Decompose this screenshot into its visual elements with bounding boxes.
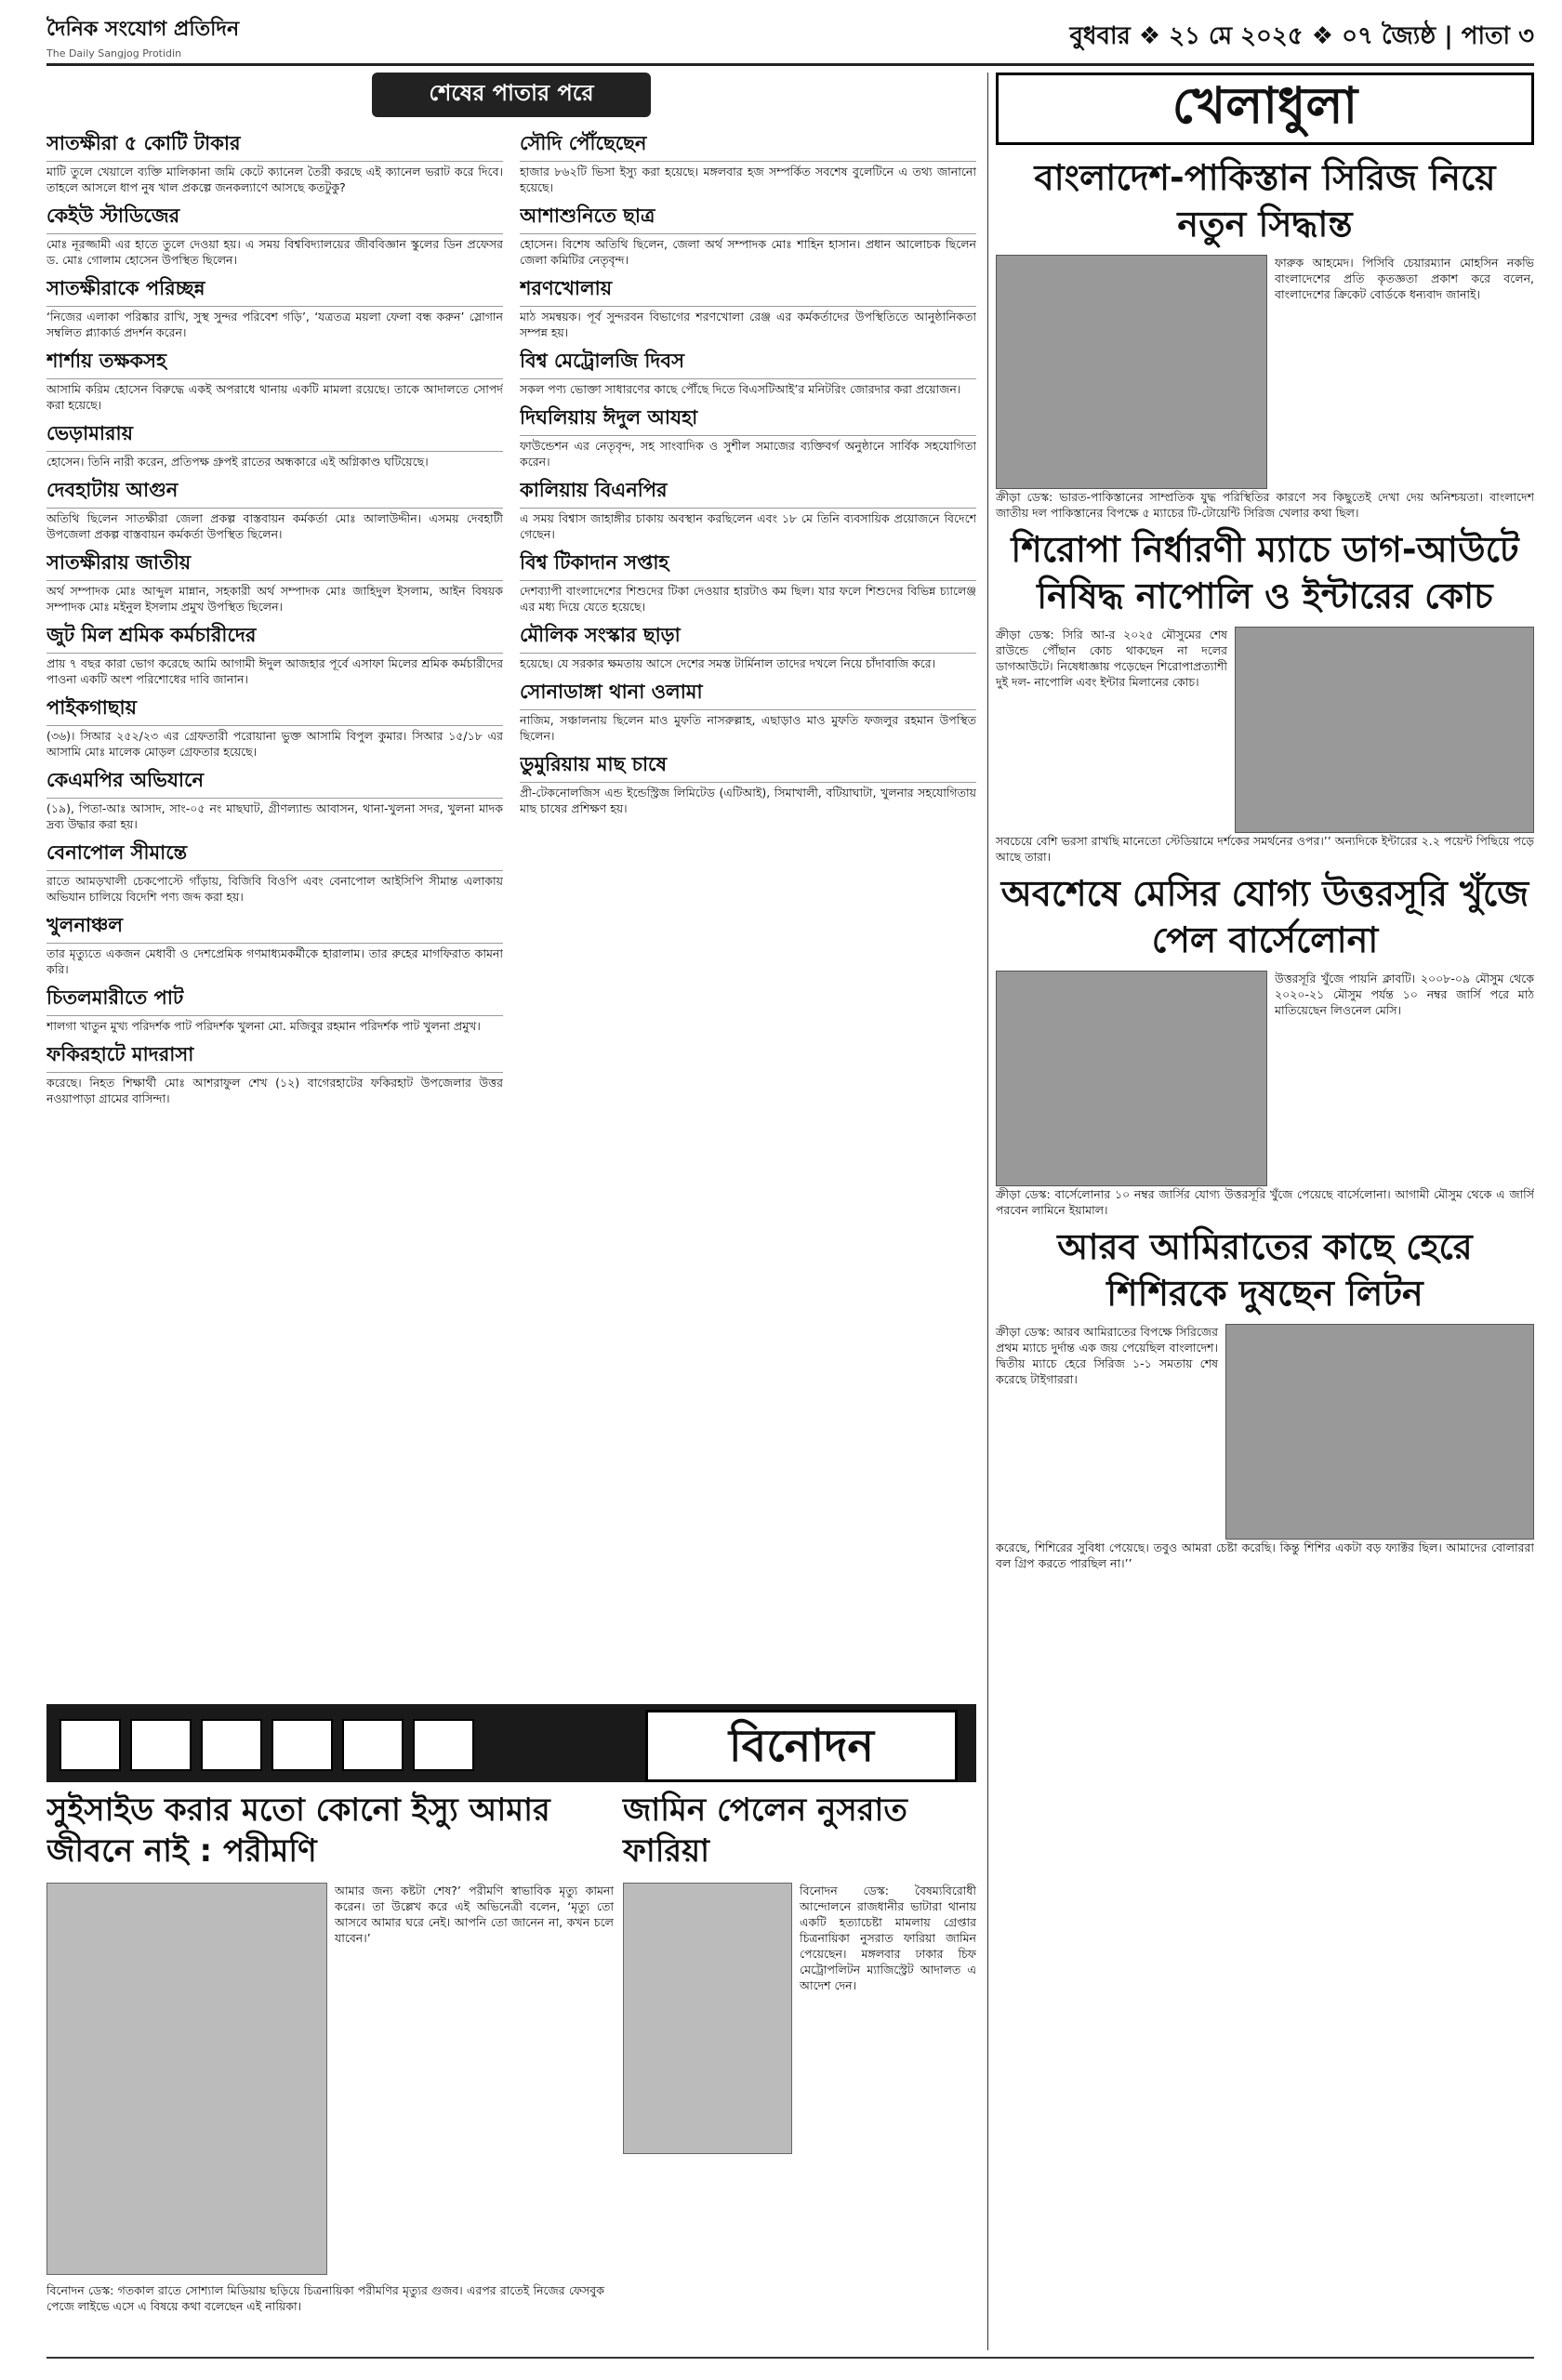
headline-porimoni: সুইসাইড করার মতো কোনো ইস্যু আমার জীবনে নাই : পরীমণি xyxy=(46,1792,550,1870)
news-headline: আশাশুনিতে ছাত্র xyxy=(520,201,976,234)
logo xyxy=(46,13,270,58)
news-body: অতিথি ছিলেন সাতক্ষীরা জেলা প্রকল্প বাস্তবায়ন কর্মকর্তা মোঃ আলাউদ্দীন। এসময় দেবহাটী উপজেলা প্রকল্প বাস্তবায়ন কর্মকর্তা উপস্থিত ছিলেন। xyxy=(46,511,503,541)
headline-ban-pak: বাংলাদেশ-পাকিস্তান সিরিজ নিয়ে নতুন সিদ্ধান্ত xyxy=(1034,157,1496,245)
news-headline: খুলনাঞ্চল xyxy=(46,910,503,944)
headline-napoli-inter: শিরোপা নির্ধারণী ম্যাচে ডাগ-আউটে নিষিদ্ধ নাপোলি ও ইন্টারের কোচ xyxy=(1011,529,1519,616)
news-headline: পাইকগাছায় xyxy=(46,693,503,726)
page-footer-rule xyxy=(46,2357,1534,2362)
news-body: রাতে আমড়খালী চেকপোস্টে গাঁড়ায়, বিজিবি বিওপি এবং বেনাপোল আইসিপি সীমান্ত এলাকায় অভিযান চালিয়ে বিদেশি পণ্য জব্দ করা হয়। xyxy=(46,874,503,904)
news-headline: শার্শায় তক্ষকসহ xyxy=(46,346,503,379)
news-headline: কেইউ স্টাডিজের xyxy=(46,201,503,234)
section-banner: শেষের পাতার পরে xyxy=(372,73,651,117)
headline-liton: আরব আমিরাতের কাছে হেরে শিশিরকে দুষছেন লিটন xyxy=(1057,1226,1473,1314)
news-headline: সৌদি পৌঁছেছেন xyxy=(520,128,976,162)
uae-match-photo xyxy=(1225,1324,1534,1540)
news-column-1 xyxy=(46,123,503,1110)
news-body: দেশব্যাপী বাংলাদেশের শিশুদের টিকা দেওয়ার হারটাও কম ছিল। যার ফলে শিশুদের বিভিন্ন চ্যালেঞ্জ এর মধ্য দিয়ে যেতে হয়েছে। xyxy=(520,584,976,614)
porimoni-intro: বিনোদন ডেস্ক: গতকাল রাতে সোশ্যাল মিডিয়ায় ছড়িয়ে চিত্রনায়িকা পরীমণির মৃত্যুর গুজব। এরপর রাতেই নিজের ফেসবুক পেজে লাইভে এসে এ বিষয়ে কথা বলেছেন এই নায়িকা। xyxy=(46,2283,604,2313)
news-body: প্রী-টেকনোলজিস এন্ড ইন্ডেস্ট্রিজ লিমিটেড (এটিআই), সিমাখালী, বটিয়াঘাটা, খুলনার সহযোগিতায় মাছ চাষের প্রশিক্ষণ হয়। xyxy=(520,786,976,815)
news-body: মাঠ সমন্বয়ক। পূর্ব সুন্দরবন বিভাগের শরণখোলা রেঞ্জ এর কর্মকর্তাদের উপস্থিতিতে আনুষ্ঠানিকতা সম্পন্ন হয়। xyxy=(520,310,976,339)
news-headline: ভেড়ামারায় xyxy=(46,418,503,452)
news-headline: বেনাপোল সীমান্তে xyxy=(46,838,503,871)
porimoni-photo xyxy=(46,1883,327,2275)
nusrat-text: বিনোদন ডেস্ক: বৈষম্যবিরোধী আন্দোলনে রাজধানীর ভাটারা থানায় একটি হত্যাচেষ্টা মামলায় গ্রেপ্তার চিত্রনায়িকা নুসরাত ফারিয়া জামিন পেয়েছেন। মঙ্গলবার ঢাকার চিফ মেট্রোপলিটন ম্যাজিস্ট্রেট আদালত এ আদেশ দেন। xyxy=(800,1884,976,1992)
sports-title: খেলাধুলা xyxy=(996,73,1534,145)
news-body: শালগা খাতুন মুখ্য পরিদর্শক পাট পরিদর্শক খুলনা মো. মজিবুর রহমান পরিদর্শক পাট খুলনা প্রমুখ। xyxy=(46,1019,481,1033)
news-headline: জুট মিল শ্রমিক কর্মচারীদের xyxy=(46,620,503,654)
news-body: নাজিম, সঞ্চালনায় ছিলেন মাও মুফতি নাসরুল্লাহ, এছাড়াও মাও মুফতি ফজলুর রহমান উপস্থিত ছিলেন। xyxy=(520,713,976,743)
barcelona-photo xyxy=(996,971,1267,1186)
news-headline: ডুমুরিয়ায় মাছ চাষে xyxy=(520,749,976,783)
news-body: (৩৬)। সিআর ২৫২/২৩ এর গ্রেফতারী পরোয়ানা ভুক্ত আসামি বিপুল কুমার। সিআর ১৫/১৮ এর আসামি মোঃ মালেক মোড়ল গ্রেফতার হয়েছে। xyxy=(46,729,503,759)
news-body: প্রায় ৭ বছর কারা ভোগ করেছে আমি আগামী ঈদুল আজহার পূর্বে এসাফা মিলের শ্রমিক কর্মচারীদের পাওনা একটি অংশ পরিশোধের দাবি জানান। xyxy=(46,656,503,686)
paper-name: দৈনিক সংযোগ প্রতিদিন xyxy=(46,17,240,41)
news-headline: দিঘলিয়ায় ঈদুল আযহা xyxy=(520,403,976,436)
continued-news xyxy=(46,73,976,1695)
news-headline: দেবহাটায় আগুন xyxy=(46,475,503,509)
news-body: ফাউন্ডেশন এর নেতৃবৃন্দ, সহ সাংবাদিক ও সুশীল সমাজের ব্যক্তিবর্গ অনুষ্ঠানে সার্বিক সহযোগিতা করেন। xyxy=(520,439,976,469)
napoli-inter-body: সবচেয়ে বেশি ভরসা রাখছি মানেতো স্টেডিয়ামে দর্শকের সমর্থনের ওপর।’’ অন্যদিকে ইন্টারের ২.২ পয়েন্ট পিছিয়ে পড়ে আছে তারা। xyxy=(996,834,1534,864)
news-headline: কালিয়ায় বিএনপির xyxy=(520,475,976,509)
news-body: (১৯), পিতা-আঃ আসাদ, সাং-০৫ নং মাছঘাট, গ্রীণল্যান্ড আবাসন, থানা-খুলনা সদর, খুলনা মাদক দ্রব্য উদ্ধার করা হয়। xyxy=(46,801,503,831)
news-body: মোঃ নূরজ্জামী এর হাতে তুলে দেওয়া হয়। এ সময় বিশ্ববিদ্যালয়ের জীববিজ্ঞান স্কুলের ডিন প্রফেসর ড. মোঃ গোলাম হোসেন উপস্থিত ছিলেন। xyxy=(46,237,503,267)
cricket-photo xyxy=(996,255,1267,489)
news-body: হোসেন। তিনি নারী করেন, প্রতিপক্ষ গ্রুপই রাতের অন্ধকারে এই অগ্নিকাণ্ড ঘটিয়েছে। xyxy=(46,455,429,469)
news-column-2 xyxy=(520,123,976,1110)
news-body: সকল পণ্য ভোক্তা সাধারণের কাছে পৌঁছে দিতে বিএসটিআই’র মনিটরিং জোরদার করা প্রয়োজন। xyxy=(520,382,961,396)
news-headline: ফকিরহাটে মাদরাসা xyxy=(46,1039,503,1073)
news-body: মাটি তুলে খেয়ালে ব্যক্তি মালিকানা জমি কেটে ক্যানেল তৈরী করছে এই ক্যানেল ভরাট করে দিবে। তাহলে আসলে ধাপ নুষ খাল প্রকল্পে জনকল্যাণে আসছে কতটুকু? xyxy=(46,165,503,194)
barcelona-body: ক্রীড়া ডেস্ক: বার্সেলোনার ১০ নম্বর জার্সির যোগ্য উত্তরসূরি খুঁজে পেয়েছে বার্সেলোনা। আগামী মৌসুম থেকে এ জার্সি পরবেন লামিনে ইয়ামাল। xyxy=(996,1187,1534,1217)
paper-tagline: The Daily Sangjog Protidin xyxy=(46,47,182,60)
entertainment-section xyxy=(46,1790,976,2347)
sports-section: খেলাধুলা বাংলাদেশ-পাকিস্তান সিরিজ নিয়ে নতুন সিদ্ধান্ত ফারুক আহমেদ। পিসিবি চেয়ারম্যান মোহসিন নকভি বাংলাদেশের প্রতি কৃতজ্ঞতা প্রকাশ করে বলেন, বাংলাদেশের ক্রিকেট বোর্ডকে ধন্যবাদ জানাই। ক্রীড়া ডেস্ক: ভারত-পাকিস্তানের সাম্প্রতিক যুদ্ধ পরিস্থিতির কারণে সব কিছুতেই দেখা দেয় অনিশ্চয়তা। বাংলাদেশ জাতীয় দল পাকিস্তানের বিপক্ষে ৫ ম্যাচের টি-টোয়েন্টি সিরিজ খেলার কথা ছিল। শিরোপা নির্ধারণী ম্যাচে ডাগ-আউটে নিষিদ্ধ নাপোলি ও ইন্টারের কোচ ক্রীড়া ডেস্ক: সিরি আ-র ২০২৫ মৌসুমের শেষ রাউন্ডে পৌঁছান কোচ থাকছেন না দলের ডাগআউটে। নিষেধাজ্ঞায় পড়েছেন শিরোপাপ্রত্যাশী দুই দল- নাপোলি এবং ইন্টার মিলানের কোচ। সবচেয়ে বেশি ভরসা রাখছি মানেতো স্টেডিয়ামে দর্শকের সমর্থনের ওপর।’’ অন্যদিকে ইন্টারের ২.২ পয়েন্ট পিছিয়ে পড়ে আছে তারা। অবশেষে মেসির যোগ্য উত্তরসূরি খুঁজে পেল বার্সেলোনা উত্তরসূরি খুঁজে পায়নি ক্লাবটি। ২০০৮-০৯ মৌসুম থেকে ২০২০-২১ মৌসুম পর্যন্ত ১০ নম্বর জার্সি পরে মাঠ মাতিয়েছেন লিওনেল মেসি। ক্রীড়া ডেস্ক: বার্সেলোনার ১০ নম্বর জার্সির যোগ্য উত্তরসূরি খুঁজে পেয়েছে বার্সেলোনা। আগামী মৌসুম থেকে এ জার্সি পরবেন লামিনে ইয়ামাল। আরব আমিরাতের কাছে হেরে শিশিরকে দুষছেন লিটন ক্রীড়া ডেস্ক: আরব আমিরাতের বিপক্ষে সিরিজের প্রথম ম্যাচে দুর্দান্ত এক জয় পেয়েছিল বাংলাদেশ। দ্বিতীয় ম্যাচে হেরে সিরিজ ১-১ সমতায় শেষ করেছে টাইগাররা। করেছে, শিশিরের সুবিধা পেয়েছে। তবুও আমরা চেষ্টা করেছি। কিন্তু শিশির একটা বড় ফ্যাক্টর ছিল। আমাদের বোলাররা বল গ্রিপ করতে পারছিল না।’’ xyxy=(987,73,1534,2350)
news-body: হাজার ৮৬২টি ভিসা ইস্যু করা হয়েছে। মঙ্গলবার হজ সম্পর্কিত সবশেষ বুলেটিনে এ তথ্য জানানো হয়েছে। xyxy=(520,165,976,194)
nusrat-photo xyxy=(623,1883,792,2154)
news-body: এ সময় বিশ্বাস জাহাঙ্গীর চাকায় অবস্থান করছিলেন এবং ১৮ মে তিনি ব্যবসায়িক প্রয়োজনে বিদেশে গেছেন। xyxy=(520,511,976,541)
news-body: অর্থ সম্পাদক মোঃ আব্দুল মান্নান, সহকারী অর্থ সম্পাদক মোঃ জাহিদুল ইসলাম, আইন বিষয়ক সম্পাদক মোঃ মইনুল ইসলাম প্রমুখ উপস্থিত ছিলেন। xyxy=(46,584,503,614)
news-headline: কেএমপির অভিযানে xyxy=(46,765,503,799)
news-body: তার মৃত্যুতে একজন মেধাবী ও দেশপ্রেমিক গণমাধ্যমকর্মীকে হারালাম। তার রুহের মাগফিরাত কামনা করি। xyxy=(46,946,503,976)
headline-nusrat: জামিন পেলেন নুসরাত ফারিয়া xyxy=(623,1792,907,1870)
news-headline: চিতলমারীতে পাট xyxy=(46,983,503,1016)
liton-body: করেছে, শিশিরের সুবিধা পেয়েছে। তবুও আমরা চেষ্টা করেছি। কিন্তু শিশির একটা বড় ফ্যাক্টর ছিল। আমাদের বোলাররা বল গ্রিপ করতে পারছিল না।’’ xyxy=(996,1540,1534,1570)
masthead xyxy=(46,9,1534,66)
entertainment-title: বিনোদন xyxy=(645,1710,958,1782)
coaches-photo xyxy=(1235,627,1534,833)
ban-pak-body: ক্রীড়া ডেস্ক: ভারত-পাকিস্তানের সাম্প্রতিক যুদ্ধ পরিস্থিতির কারণে সব কিছুতেই দেখা দেয় অনিশ্চয়তা। বাংলাদেশ জাতীয় দল পাকিস্তানের বিপক্ষে ৫ ম্যাচের টি-টোয়েন্টি সিরিজ খেলার কথা ছিল। xyxy=(996,490,1534,520)
entertainment-banner xyxy=(46,1704,976,1782)
news-headline: সাতক্ষীরা ৫ কোটি টাকার xyxy=(46,128,503,162)
news-headline: বিশ্ব টিকাদান সপ্তাহ xyxy=(520,548,976,581)
news-headline: সোনাডাঙ্গা থানা ওলামা xyxy=(520,677,976,710)
film-strip xyxy=(60,1719,474,1771)
news-headline: শরণখোলায় xyxy=(520,273,976,307)
news-body: হোসেন। বিশেষ অতিথি ছিলেন, জেলা অর্থ সম্পাদক মোঃ শাহিন হাসান। প্রধান আলোচক ছিলেন জেলা কমিটির নেতৃবৃন্দ। xyxy=(520,237,976,267)
news-headline: সাতক্ষীরাকে পরিচ্ছন্ন xyxy=(46,273,503,307)
dateline: বুধবার ❖ ২১ মে ২০২৫ ❖ ০৭ জ্যৈষ্ঠ | পাতা ৩ xyxy=(1069,22,1534,50)
headline-barcelona: অবশেষে মেসির যোগ্য উত্তরসূরি খুঁজে পেল বার্সেলোনা xyxy=(1000,873,1529,960)
porimoni-text: আমার জন্য কষ্টটা শেষ?’ পরীমণি স্বাভাবিক মৃত্যু কামনা করেন। তা উল্লেখ করে এই অভিনেত্রী বলেন, ‘মৃত্যু তো আসবে আমার ঘরে নেই। আপনি তো জানেন না, কখন চলে যাবেন।’ xyxy=(335,1884,614,1945)
news-body: আসামি করিম হোসেন বিরুদ্ধে একই অপরাধে থানায় একটি মামলা রয়েছে। তাকে আদালতে সোপর্দ করা হয়েছে। xyxy=(46,382,503,412)
news-headline: বিশ্ব মেট্রোলজি দিবস xyxy=(520,346,976,379)
news-headline: মৌলিক সংস্কার ছাড়া xyxy=(520,620,976,654)
news-headline: সাতক্ষীরায় জাতীয় xyxy=(46,548,503,581)
news-body: করেছে। নিহত শিক্ষার্থী মোঃ আশরাফুল শেখ (১২) বাগেরহাটের ফকিরহাট উপজেলার উত্তর নওয়াপাড়া গ্রামের বাসিন্দা। xyxy=(46,1076,503,1105)
news-body: হয়েছে। যে সরকার ক্ষমতায় আসে দেশের সমস্ত টার্মিনাল তাদের দখলে নিয়ে চাঁদাবাজি করে। xyxy=(520,656,936,670)
news-body: ‘নিজের এলাকা পরিষ্কার রাখি, সুস্থ সুন্দর পরিবেশ গড়ি’, ‘যত্রতত্র ময়লা ফেলা বন্ধ করুন’ স্লোগান সম্বলিত প্ল্যাকার্ড প্রদর্শন করেন। xyxy=(46,310,503,339)
